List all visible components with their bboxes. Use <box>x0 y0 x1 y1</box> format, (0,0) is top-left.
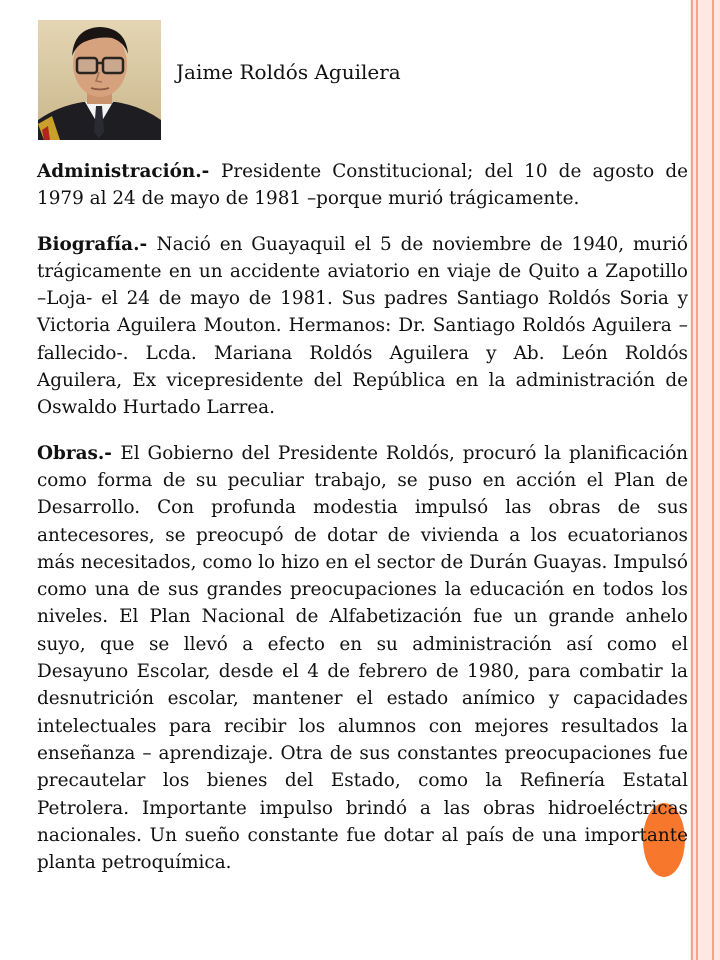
paragraph-separator: .- <box>195 161 221 182</box>
paragraph-text: Nació en Guayaquil el 5 de noviembre de 1940, murió trágicamente en un accidente aviatorio en viaje de Quito a Zapotillo –Loja- el 24 de mayo de 1981. Sus padres Santiago Roldós Soria y Victoria Aguilera Mouton. Hermanos: Dr. Santiago Roldós Aguilera –fallecido-. Lcda. Mariana Roldós Aguilera y Ab. León Roldós Aguilera, Ex vicepresidente del República en la administración de Oswaldo Hurtado Larrea. <box>37 233 688 419</box>
paragraph-biografia <box>37 231 688 422</box>
paragraph-administracion <box>37 158 688 213</box>
paragraph-text: Presidente Constitucional; del 10 de agosto de 1979 al 24 de mayo de 1981 –porque murió trágicamente. <box>37 161 688 210</box>
decorative-border-line <box>696 0 698 960</box>
paragraph-obras <box>37 440 688 877</box>
portrait-photo <box>38 20 161 140</box>
decorative-border <box>690 0 720 960</box>
decorative-border-line <box>691 0 693 960</box>
paragraph-separator: .- <box>97 442 121 464</box>
page-title: Jaime Roldós Aguilera <box>176 60 401 84</box>
decorative-border-line <box>712 0 714 960</box>
document-body <box>37 158 688 894</box>
paragraph-label: Administración <box>37 161 196 182</box>
paragraph-separator: .- <box>133 233 157 255</box>
paragraph-text: El Gobierno del Presidente Roldós, procuró la planificación como forma de su peculiar trabajo, se puso en acción el Plan de Desarrollo. Con profunda modestia impulsó las obras de sus antecesores, se preocupó de dotar de vivienda a los ecuatorianos más necesitados, como lo hizo en el sector de Durán Guayas. Impulsó como una de sus grandes preocupaciones la educación en todos los niveles. El Plan Nacional de Alfabetización fue un grande anhelo suyo, que se llevó a efecto en su administración así como el Desayuno Escolar, desde el 4 de febrero de 1980, para combatir la desnutrición escolar, mantener el estado anímico y capacidades intelectuales para recibir los alumnos con mejores resultados la enseñanza – aprendizaje. Otra de sus constantes preocupaciones fue precautelar los bienes del Estado, como la Refinería Estatal Petrolera. Importante impulso brindó a las obras hidroeléctricas nacionales. Un sueño constante fue dotar al país de una importante planta petroquímica. <box>37 442 688 874</box>
paragraph-label: Biografía <box>37 233 134 255</box>
paragraph-label: Obras <box>37 442 98 464</box>
